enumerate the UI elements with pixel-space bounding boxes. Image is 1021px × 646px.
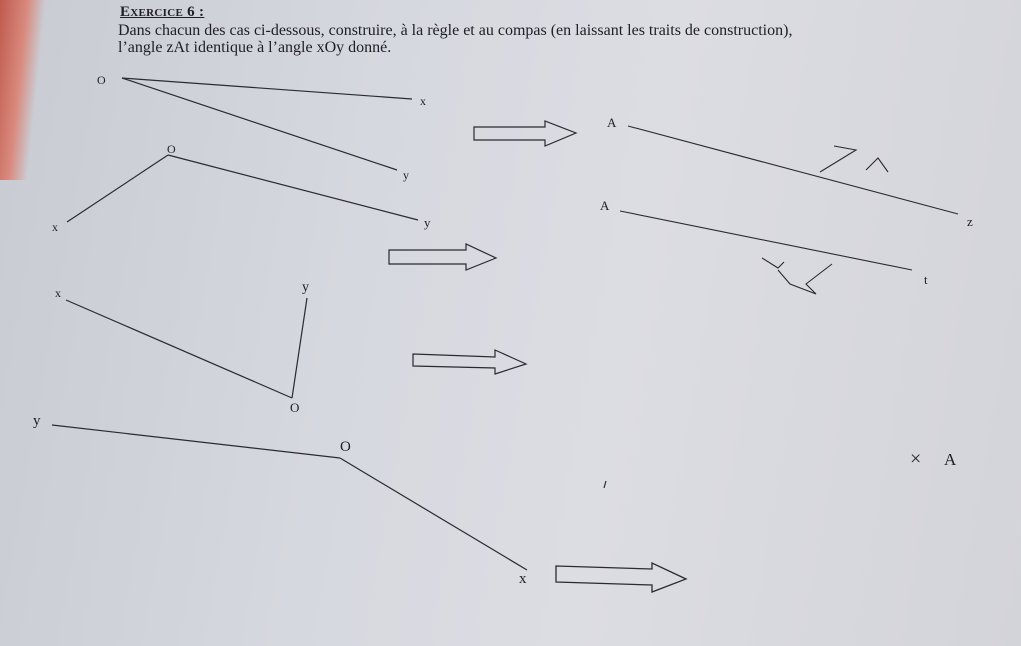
ray-label-y-4: y [33, 413, 41, 429]
ray-label-x-2: x [52, 220, 58, 234]
ray-ox-4 [340, 458, 527, 570]
vertex-label-2: O [167, 142, 176, 156]
arrow-2 [389, 244, 496, 270]
ray-label-y-2: y [424, 215, 431, 230]
cross-mark: × [910, 448, 922, 470]
ray-label-y-1: y [403, 168, 409, 182]
vertex-label-3: O [290, 400, 300, 415]
ray-ox-1 [122, 78, 412, 99]
ray-az [628, 126, 958, 214]
ray-ox-3 [66, 300, 292, 398]
ray-oy-4 [52, 425, 340, 458]
exercise-title: Exercice 6 : [120, 4, 205, 20]
instruction-line-1: Dans chacun des cas ci-dessous, construire, à la règle et au compas (en laissant les traits de construction), [118, 22, 793, 39]
angle-figure-2 [67, 155, 418, 222]
instruction-line-2: l’angle zAt identique à l’angle xOy donné. [118, 39, 392, 56]
answer-figure-2 [620, 211, 912, 294]
ray-label-x-4: x [519, 571, 527, 587]
vertex-label-4: O [340, 439, 351, 455]
ray-ox-2 [67, 155, 168, 222]
ray-label-x-1: x [420, 94, 426, 108]
arrow-4 [556, 563, 686, 592]
compass-arc-1 [820, 146, 888, 172]
ray-label-y-3: y [302, 280, 309, 295]
angle-figure-4 [52, 425, 527, 570]
ray-label-t: t [924, 272, 928, 287]
vertex-label-1: O [97, 73, 106, 87]
ray-label-x-3: x [55, 286, 61, 300]
ray-oy-1 [122, 78, 397, 170]
stray-mark [604, 481, 606, 488]
compass-arc-2 [762, 258, 832, 294]
ray-oy-3 [292, 298, 307, 398]
arrow-1 [474, 121, 576, 146]
point-label-a-1: A [607, 115, 617, 130]
point-label-a-2: A [600, 198, 610, 213]
arrow-3 [413, 350, 526, 374]
ray-label-z: z [967, 214, 973, 229]
point-label-a-4: A [944, 450, 957, 469]
ray-at [620, 211, 912, 270]
angle-figure-3 [66, 298, 307, 398]
answer-figure-1 [628, 126, 958, 214]
